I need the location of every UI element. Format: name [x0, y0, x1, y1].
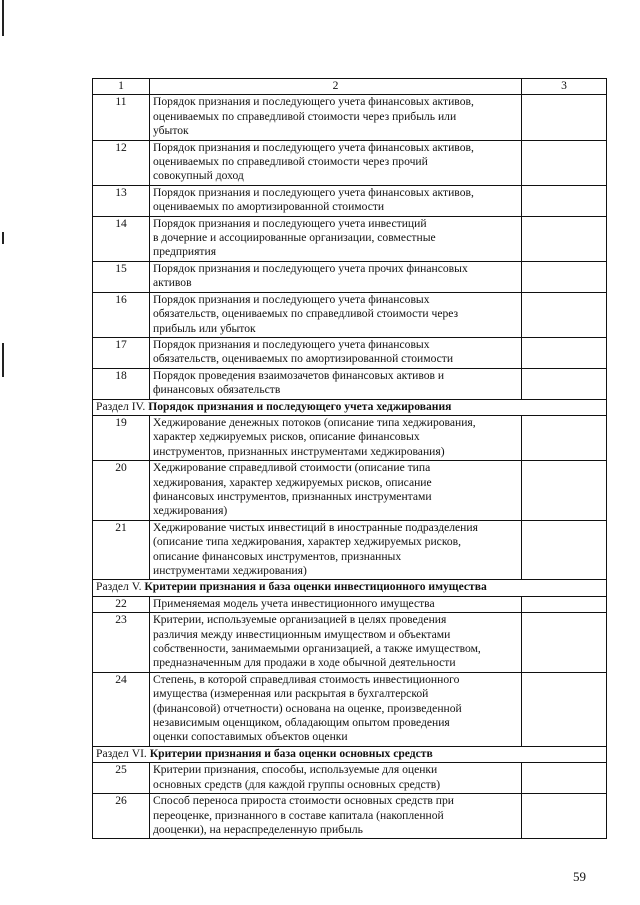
scan-margin-mark-top: [2, 0, 4, 36]
description-line: дооценки), на нераспределенную прибыль: [153, 822, 363, 836]
description-line: обязательств, оцениваемых по амортизированной стоимости: [153, 352, 454, 366]
row-notes-cell: [522, 520, 607, 580]
scan-margin-mark-middle: [2, 232, 4, 244]
description-line: инструментов, признанных инструментами хеджирования): [153, 444, 445, 458]
description-line: собственности, занимаемыми организацией, а также имуществом,: [153, 642, 481, 656]
description-line: активов: [153, 276, 192, 290]
description-line: прибыль или убыток: [153, 321, 256, 335]
column-header-2: 2: [150, 79, 522, 95]
row-number: 19: [93, 415, 150, 460]
description-line: инструментами хеджирования): [153, 564, 307, 577]
description-line: (описание типа хеджирования, характер хеджируемых рисков,: [153, 535, 462, 549]
description-line: Хеджирование справедливой стоимости (описание типа: [153, 461, 431, 475]
description-line: финансовых инструментов, признанных инструментами: [153, 489, 432, 503]
description-line: Порядок признания и последующего учета финансовых активов,: [153, 95, 474, 109]
table-row: [93, 415, 607, 460]
row-description: [150, 337, 522, 368]
description-line: предназначенным для продажи в ходе обычной деятельности: [153, 656, 456, 670]
row-number: 14: [93, 216, 150, 261]
description-line: Порядок признания и последующего учета финансовых: [153, 292, 430, 306]
table-row: [93, 95, 607, 140]
description-line: оценки сопоставимых объектов оценки: [153, 730, 348, 744]
row-number: 13: [93, 185, 150, 216]
section-row: [93, 580, 607, 596]
row-description: [150, 368, 522, 399]
row-description: [150, 461, 522, 521]
description-line: в дочерние и ассоциированные организации, совместные: [153, 231, 436, 245]
table-row: [93, 368, 607, 399]
table-body: [93, 95, 607, 839]
description-line: Порядок проведения взаимозачетов финансовых активов и: [153, 368, 445, 382]
description-line: Порядок признания и последующего учета финансовых активов,: [153, 140, 474, 154]
section-prefix: Раздел VI.: [96, 746, 150, 760]
row-description: [150, 140, 522, 185]
column-header-3: 3: [522, 79, 607, 95]
section-heading: [93, 580, 607, 596]
table-row: [93, 337, 607, 368]
row-number: 22: [93, 596, 150, 612]
row-description: [150, 520, 522, 580]
row-notes-cell: [522, 415, 607, 460]
row-number: 26: [93, 794, 150, 839]
description-line: Порядок признания и последующего учета финансовых: [153, 337, 430, 351]
section-row: [93, 746, 607, 762]
column-header-1: 1: [93, 79, 150, 95]
description-line: хеджирования, характер хеджируемых рисков, описание: [153, 475, 432, 489]
row-number: 11: [93, 95, 150, 140]
row-notes-cell: [522, 185, 607, 216]
section-prefix: Раздел V.: [96, 580, 145, 594]
description-line: оцениваемых по справедливой стоимости через прочий: [153, 155, 428, 169]
row-number: 17: [93, 337, 150, 368]
description-line: хеджирования): [153, 504, 228, 518]
description-line: предприятия: [153, 245, 217, 259]
section-row: [93, 399, 607, 415]
description-line: Способ переноса прироста стоимости основных средств при: [153, 794, 454, 808]
row-description: [150, 261, 522, 292]
table-row: [93, 461, 607, 521]
row-number: 12: [93, 140, 150, 185]
accounting-policy-table: [92, 78, 607, 839]
table-row: [93, 185, 607, 216]
row-notes-cell: [522, 461, 607, 521]
section-prefix: Раздел IV.: [96, 399, 149, 413]
row-number: 23: [93, 613, 150, 673]
row-notes-cell: [522, 763, 607, 794]
description-line: финансовых обязательств: [153, 383, 281, 397]
table-row: [93, 613, 607, 673]
description-line: (финансовой) отчетности) основана на оценке, произведенной: [153, 701, 462, 715]
row-number: 16: [93, 292, 150, 337]
table-row: [93, 216, 607, 261]
row-description: [150, 185, 522, 216]
table-row: [93, 292, 607, 337]
row-notes-cell: [522, 216, 607, 261]
description-line: независимым оценщиком, обладающим опытом проведения: [153, 716, 450, 730]
row-notes-cell: [522, 337, 607, 368]
description-line: оцениваемых по амортизированной стоимости: [153, 200, 385, 214]
description-line: Порядок признания и последующего учета финансовых активов,: [153, 185, 474, 199]
table-header-row: [93, 79, 607, 95]
row-notes-cell: [522, 368, 607, 399]
row-description: [150, 216, 522, 261]
description-line: описание финансовых инструментов, признанных: [153, 549, 402, 563]
row-notes-cell: [522, 794, 607, 839]
description-line: различия между инвестиционным имуществом и объектами: [153, 627, 451, 641]
row-description: [150, 596, 522, 612]
description-line: основных средств (для каждой группы основных средств): [153, 777, 441, 791]
table-row: [93, 140, 607, 185]
section-heading: [93, 746, 607, 762]
row-description: [150, 613, 522, 673]
table-row: [93, 596, 607, 612]
description-line: обязательств, оцениваемых по справедливой стоимости через: [153, 307, 459, 321]
row-number: 25: [93, 763, 150, 794]
description-line: характер хеджируемых рисков, описание финансовых: [153, 430, 420, 444]
description-line: имущества (измеренная или раскрытая в бухгалтерской: [153, 687, 429, 701]
description-line: переоценке, признанного в составе капитала (накопленной: [153, 808, 444, 822]
row-description: [150, 794, 522, 839]
row-number: 18: [93, 368, 150, 399]
section-title: Критерии признания и база оценки инвестиционного имущества: [144, 580, 487, 594]
description-line: оцениваемых по справедливой стоимости через прибыль или: [153, 109, 457, 123]
description-line: совокупный доход: [153, 169, 244, 183]
row-description: [150, 292, 522, 337]
section-title: Критерии признания и база оценки основных средств: [149, 746, 433, 760]
table-row: [93, 261, 607, 292]
table-row: [93, 794, 607, 839]
row-notes-cell: [522, 613, 607, 673]
description-line: Критерии, используемые организацией в целях проведения: [153, 613, 447, 627]
section-title: Порядок признания и последующего учета хеджирования: [148, 399, 452, 413]
table-row: [93, 520, 607, 580]
row-notes-cell: [522, 596, 607, 612]
description-line: Применяемая модель учета инвестиционного имущества: [153, 596, 435, 610]
description-line: Хеджирование денежных потоков (описание типа хеджирования,: [153, 415, 476, 429]
row-description: [150, 763, 522, 794]
row-notes-cell: [522, 95, 607, 140]
row-number: 24: [93, 672, 150, 746]
row-description: [150, 95, 522, 140]
description-line: Степень, в которой справедливая стоимость инвестиционного: [153, 672, 460, 686]
table-row: [93, 763, 607, 794]
row-notes-cell: [522, 292, 607, 337]
page-number: 59: [573, 869, 586, 884]
row-description: [150, 672, 522, 746]
row-notes-cell: [522, 140, 607, 185]
scan-margin-mark-lower: [2, 343, 4, 377]
table-row: [93, 672, 607, 746]
row-description: [150, 415, 522, 460]
row-notes-cell: [522, 672, 607, 746]
row-number: 15: [93, 261, 150, 292]
description-line: Критерии признания, способы, используемые для оценки: [153, 763, 438, 777]
row-number: 20: [93, 461, 150, 521]
row-number: 21: [93, 520, 150, 580]
description-line: Порядок признания и последующего учета прочих финансовых: [153, 261, 468, 275]
description-line: Хеджирование чистых инвестиций в иностранные подразделения: [153, 520, 478, 534]
row-notes-cell: [522, 261, 607, 292]
section-heading: [93, 399, 607, 415]
description-line: убыток: [153, 124, 189, 138]
description-line: Порядок признания и последующего учета инвестиций: [153, 216, 427, 230]
